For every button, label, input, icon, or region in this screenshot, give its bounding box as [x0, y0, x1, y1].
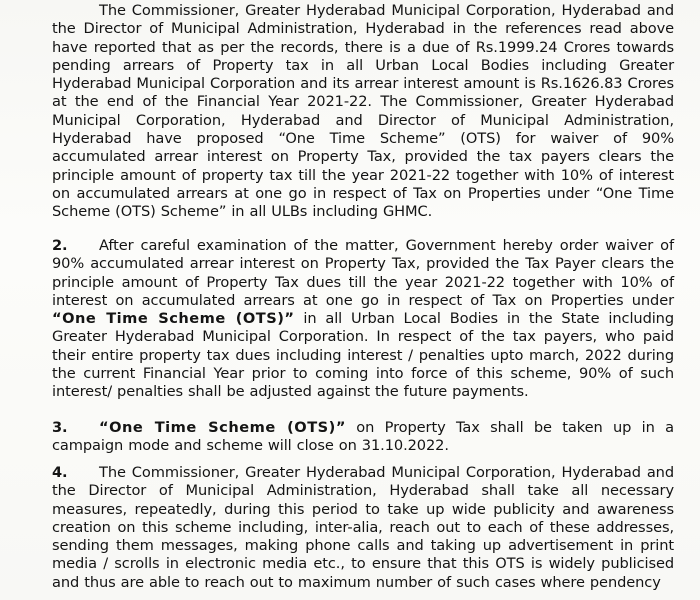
- paragraph-3-emphasis: “One Time Scheme (OTS)”: [99, 419, 346, 436]
- paragraph-2-emphasis: “One Time Scheme (OTS)”: [52, 310, 295, 328]
- paragraph-3-text-after: on Property Tax shall be taken up in a campaign mode and scheme will close on 31.10.2022.: [52, 419, 674, 455]
- paragraph-2-number: 2.: [52, 237, 68, 254]
- paragraph-1-text: The Commissioner, Greater Hyderabad Municipal Corporation, Hyderabad and the Director of Municipal Administration, Hyderabad in the references read above have reported that as per the records, there is a due of Rs.1999.24 Crores towards pending arrears of Property tax in all Urban Local Bodies including Greater Hyderabad Municipal Corporation and its arrear interest amount is Rs.1626.83 Crores at the end of the Financial Year 2021-22. The Commissioner, Greater Hyderabad Municipal Corporation, Hyderabad and Director of Municipal Administration, Hyderabad have proposed “One Time Scheme” (OTS) for waiver of 90% accumulated arrear interest on Property Tax, provided the tax payers clears the principle amount of property tax till the year 2021-22 together with 10% of interest on accumulated arrears at one go in respect of Tax on Properties under “One Time Scheme (OTS) Scheme” in all ULBs including GHMC.: [52, 2, 674, 221]
- paragraph-4-text: The Commissioner, Greater Hyderabad Municipal Corporation, Hyderabad and the Director of Municipal Administration, Hyderabad shall take all necessary measures, repeatedly, during this period to take up wide publicity and awareness creation on this scheme including, inter-alia, reach out to each of these addresses, sending them messages, making phone calls and taking up advertisement in print media / scrolls in electronic media etc., to ensure that this OTS is widely publicised and thus are able to reach out to maximum number of such cases where pendency: [52, 464, 674, 591]
- paragraph-4: [52, 464, 674, 592]
- paragraph-2-text-after: in all Urban Local Bodies in the State including Greater Hyderabad Municipal Corporation. In respect of the tax payers, who paid their entire property tax dues including interest / penalties upto march, 2022 during the current Financial Year prior to coming into force of this scheme, 90% of such interest/ penalties shall be adjusted against the future payments.: [52, 310, 674, 401]
- paragraph-2: [52, 237, 674, 402]
- paragraph-1: [52, 2, 674, 222]
- paragraph-2-text-before: After careful examination of the matter, Government hereby order waiver of 90% accumulated arrear interest on Property Tax, provided the Tax Payer clears the principle amount of Property Tax dues till the year 2021-22 together with 10% of interest on accumulated arrears at one go in respect of Tax on Properties under: [52, 237, 674, 309]
- paragraph-4-number: 4.: [52, 464, 68, 481]
- paragraph-3: [52, 419, 674, 456]
- paragraph-3-number: 3.: [52, 419, 68, 436]
